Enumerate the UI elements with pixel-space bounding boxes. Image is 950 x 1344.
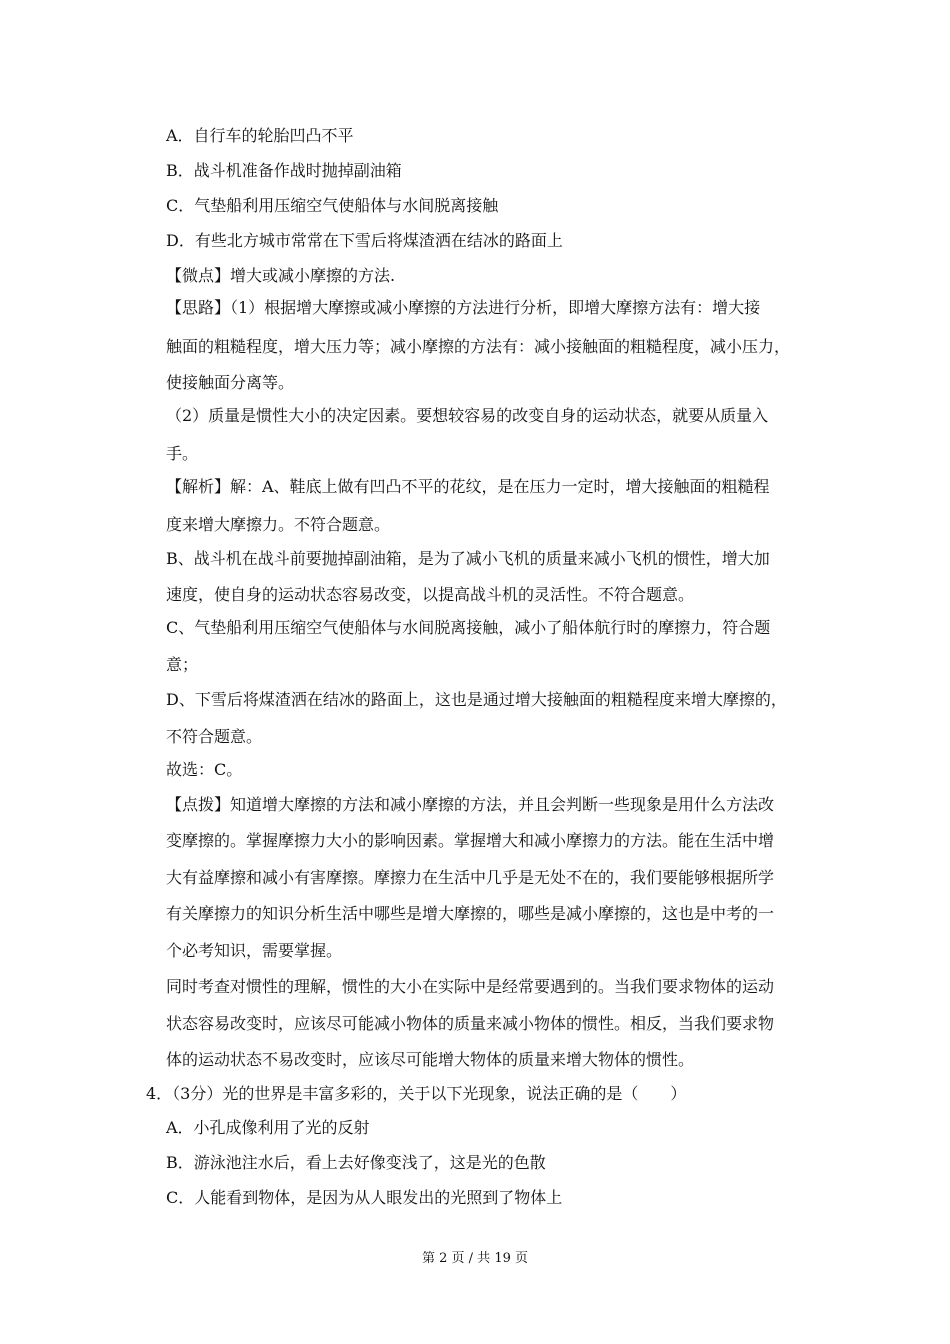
- jiexi-line: 故选：C。: [166, 760, 243, 779]
- dianbo-line: 大有益摩擦和减小有害摩擦。摩擦力在生活中几乎是无处不在的，我们要能够根据所学: [166, 868, 775, 887]
- dianbo-line: 状态容易改变时，应该尽可能减小物体的质量来减小物体的惯性。相反，当我们要求物: [166, 1014, 775, 1033]
- jiexi-line: 【解析】解：A、鞋底上做有凹凸不平的花纹，是在压力一定时，增大接触面的粗糙程: [166, 477, 770, 496]
- silu-line: 【思路】（1）根据增大摩擦或减小摩擦的方法进行分析，即增大摩擦方法有：增大接: [166, 298, 761, 317]
- jiexi-line: 不符合题意。: [166, 727, 263, 746]
- page-footer: 第 2 页 / 共 19 页: [422, 1251, 528, 1266]
- jiexi-line: B、战斗机在战斗前要抛掉副油箱，是为了减小飞机的质量来减小飞机的惯性，增大加: [166, 549, 770, 568]
- option-c-prev: C．气垫船利用压缩空气使船体与水间脱离接触: [166, 196, 499, 215]
- dianbo-line: 同时考查对惯性的理解，惯性的大小在实际中是经常要遇到的。当我们要求物体的运动: [166, 977, 775, 996]
- question-4-option-b: B．游泳池注水后，看上去好像变浅了，这是光的色散: [166, 1153, 546, 1172]
- weidian-line: 【微点】增大或减小摩擦的方法.: [166, 266, 396, 285]
- question-4-stem: 4．（3分）光的世界是丰富多彩的，关于以下光现象，说法正确的是（ ）: [146, 1084, 687, 1103]
- jiexi-line: 意；: [166, 655, 199, 674]
- option-d-prev: D．有些北方城市常常在下雪后将煤渣洒在结冰的路面上: [166, 231, 563, 250]
- option-b-prev: B．战斗机准备作战时抛掉副油箱: [166, 161, 402, 180]
- option-a-prev: A．自行车的轮胎凹凸不平: [166, 126, 354, 145]
- silu-line: （2）质量是惯性大小的决定因素。要想较容易的改变自身的运动状态，就要从质量入: [166, 406, 769, 425]
- jiexi-line: D、下雪后将煤渣洒在结冰的路面上，这也是通过增大接触面的粗糙程度来增大摩擦的，: [166, 690, 787, 709]
- silu-line: 触面的粗糙程度，增大压力等；减小摩擦的方法有：减小接触面的粗糙程度，减小压力，: [166, 337, 791, 356]
- dianbo-line: 有关摩擦力的知识分析生活中哪些是增大摩擦的，哪些是减小摩擦的，这也是中考的一: [166, 904, 775, 923]
- silu-line: 使接触面分离等。: [166, 373, 295, 392]
- dianbo-line: 个必考知识，需要掌握。: [166, 941, 343, 960]
- jiexi-line: 速度，使自身的运动状态容易改变，以提高战斗机的灵活性。不符合题意。: [166, 585, 695, 604]
- silu-line: 手。: [166, 444, 199, 463]
- question-4-option-c: C．人能看到物体，是因为从人眼发出的光照到了物体上: [166, 1188, 563, 1207]
- question-4-option-a: A．小孔成像利用了光的反射: [166, 1118, 370, 1137]
- dianbo-line: 【点拨】知道增大摩擦的方法和减小摩擦的方法，并且会判断一些现象是用什么方法改: [166, 795, 775, 814]
- jiexi-line: 度来增大摩擦力。不符合题意。: [166, 515, 391, 534]
- dianbo-line: 体的运动状态不易改变时，应该尽可能增大物体的质量来增大物体的惯性。: [166, 1050, 695, 1069]
- jiexi-line: C、气垫船利用压缩空气使船体与水间脱离接触，减小了船体航行时的摩擦力，符合题: [166, 618, 771, 637]
- dianbo-line: 变摩擦的。掌握摩擦力大小的影响因素。掌握增大和减小摩擦力的方法。能在生活中增: [166, 831, 775, 850]
